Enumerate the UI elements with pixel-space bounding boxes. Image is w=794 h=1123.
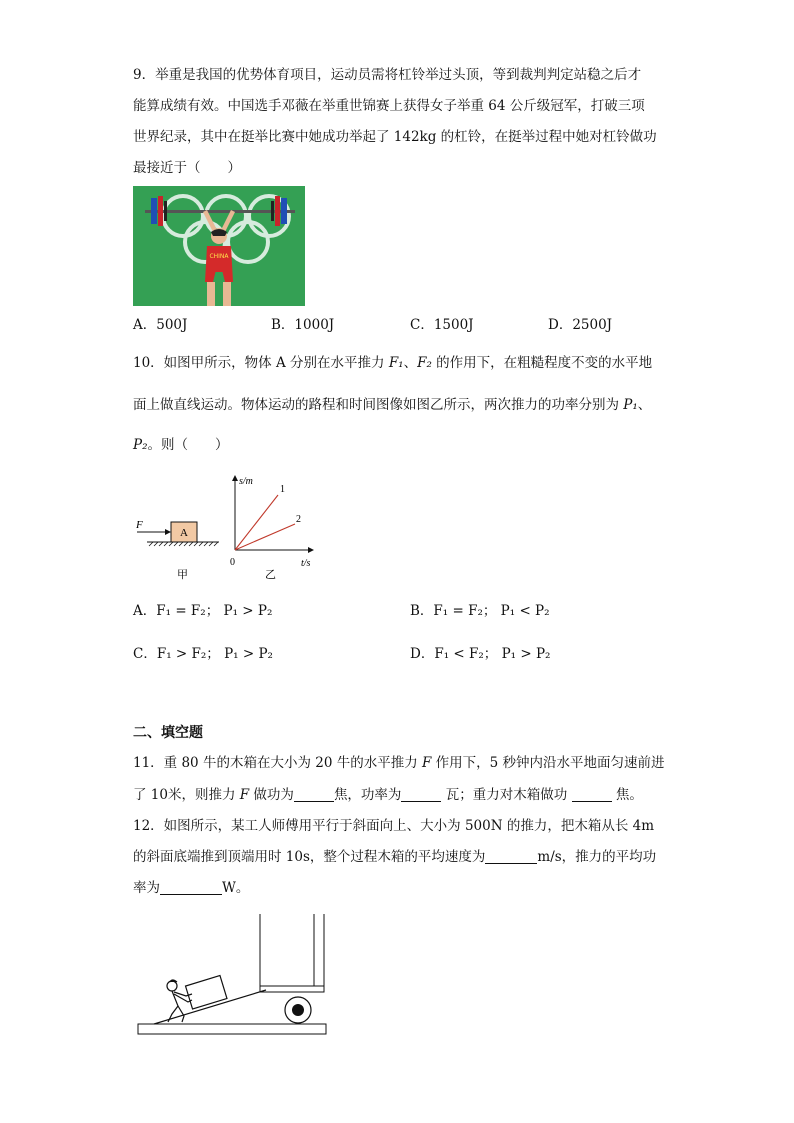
truck-bed (260, 986, 324, 992)
q12-text: m/s，推力的平均功 (537, 849, 657, 865)
q11-line-1 (133, 754, 665, 772)
q10-option-b: B．F₁ = F₂； P₁ < P₂ (410, 603, 550, 619)
q9-option-b: B．1000J (271, 317, 335, 333)
origin-label: 0 (230, 557, 235, 568)
block-a-label: A (180, 527, 188, 539)
force-label: F (136, 519, 143, 531)
q11-text: 了 10米，则推力 (133, 787, 240, 803)
ground-hatching (149, 542, 218, 546)
ground-slab (138, 1024, 326, 1034)
weightlifter-photo (133, 186, 305, 306)
var-f2: F₂ (417, 355, 432, 371)
q9-line-2: 能算成绩有效。中国选手邓薇在举重世锦赛上获得女子举重 64 公斤级冠军，打破三项 (133, 98, 645, 114)
q10-option-d: D．F₁ < F₂； P₁ > P₂ (410, 646, 551, 662)
section-heading: 二、填空题 (133, 725, 203, 741)
answer-blank[interactable] (401, 787, 441, 802)
q11-text: 做功为 (249, 787, 294, 803)
answer-blank[interactable] (294, 787, 334, 802)
q10-figure (133, 470, 333, 582)
q12-line-3 (133, 879, 249, 897)
q11-text: 11．重 80 牛的木箱在大小为 20 牛的水平推力 (133, 755, 422, 771)
q10-text: 的作用下，在粗糙程度不变的水平地 (431, 355, 653, 371)
q10-text: 、 (637, 397, 652, 413)
truck-wheel-hub (292, 1004, 304, 1016)
q12-text: 的斜面底端推到顶端用时 10s，整个过程木箱的平均速度为 (133, 849, 486, 865)
answer-blank[interactable] (572, 787, 612, 802)
answer-blank[interactable] (160, 880, 222, 895)
q9-option-c: C．1500J (410, 317, 474, 333)
q9-line-3: 世界纪录，其中在挺举比赛中她成功举起了 142kg 的杠铃，在挺举过程中她对杠铃做功 (133, 129, 657, 145)
q9-line-4: 最接近于（ ） (133, 160, 241, 176)
var-p2: P₂ (133, 437, 148, 453)
var-f: F (422, 755, 432, 771)
graph-line-1 (235, 495, 278, 550)
q11-text: 焦。 (611, 787, 643, 803)
caption-jia: 甲 (177, 568, 188, 581)
caption-yi: 乙 (265, 568, 276, 581)
q11-text: 瓦；重力对木箱做功 (441, 787, 572, 803)
q9-line-1: 9．举重是我国的优势体育项目，运动员需将杠铃举过头顶，等到裁判判定站稳之后才 (133, 67, 642, 83)
q11-line-2 (133, 786, 643, 804)
graph-line-2-label: 2 (296, 514, 301, 525)
q10-option-a: A．F₁ = F₂； P₁ > P₂ (133, 603, 273, 619)
q9-option-a: A．500J (133, 317, 188, 333)
q9-option-d: D．2500J (548, 317, 613, 333)
q12-figure (136, 910, 332, 1040)
q12-text: 率为 (133, 880, 160, 896)
x-axis-label: t/s (301, 558, 311, 569)
y-axis-label: s/m (239, 476, 253, 487)
var-f1: F₁ (388, 355, 404, 371)
photo-jersey-text: CHINA (209, 253, 229, 260)
q12-line-2 (133, 848, 656, 866)
q10-line-2 (133, 396, 651, 414)
q10-text: 、 (403, 355, 418, 371)
var-p1: P₁ (623, 397, 638, 413)
q12-text: W。 (222, 880, 250, 896)
graph-line-1-label: 1 (280, 484, 285, 495)
q11-text: 作用下，5 秒钟内沿水平地面匀速前进 (431, 755, 665, 771)
q10-line-3 (133, 436, 229, 454)
var-f: F (239, 787, 250, 803)
q12-line-1: 12．如图所示，某工人师傅用平行于斜面向上、大小为 500N 的推力，把木箱从长 4m (133, 818, 655, 834)
answer-blank[interactable] (485, 849, 537, 864)
graph-line-2 (235, 524, 295, 550)
q10-text: 10．如图甲所示，物体 A 分别在水平推力 (133, 355, 389, 371)
q11-text: 焦，功率为 (333, 787, 402, 803)
q10-option-c: C．F₁ > F₂； P₁ > P₂ (133, 646, 273, 662)
q10-text: 面上做直线运动。物体运动的路程和时间图像如图乙所示，两次推力的功率分别为 (133, 397, 624, 413)
q10-line-1 (133, 354, 652, 372)
q10-text: 。则（ ） (147, 437, 229, 453)
